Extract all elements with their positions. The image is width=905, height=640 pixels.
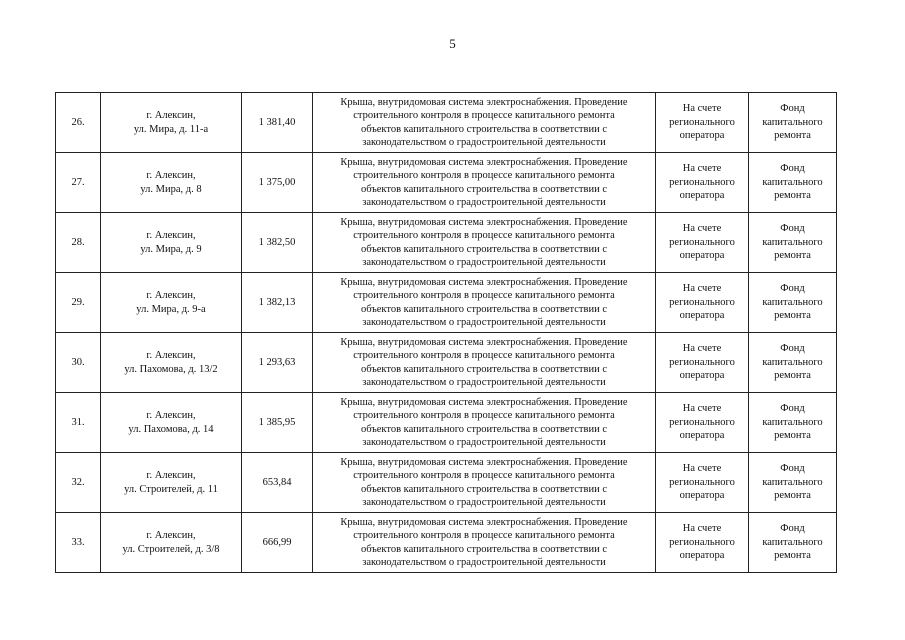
account-owner-cell <box>656 273 749 333</box>
address-city: г. Алексин, <box>146 530 196 541</box>
work-description-line: объектов капитального строительства в соответствии с <box>361 243 607 255</box>
funding-source-cell <box>749 153 837 213</box>
account-owner-line: регионального <box>669 176 735 188</box>
row-number: 32. <box>71 476 85 488</box>
account-owner-line: На счете <box>682 223 722 235</box>
work-description-line: объектов капитального строительства в соответствии с <box>361 423 607 435</box>
account-owner-line: оператора <box>679 370 725 382</box>
funding-source-line: ремонта <box>774 430 811 442</box>
work-description-line: объектов капитального строительства в соответствии с <box>361 483 607 495</box>
funding-source-line: Фонд <box>780 523 805 535</box>
account-owner-line: На счете <box>682 403 722 415</box>
funding-source-line: капитального <box>762 536 823 548</box>
account-owner-line: регионального <box>669 236 735 248</box>
work-description-line: строительного контроля в процессе капитального ремонта <box>353 110 615 121</box>
funding-source-line: капитального <box>762 116 823 128</box>
account-owner-line: На счете <box>682 103 722 115</box>
work-description-line: законодательством о градостроительной деятельности <box>362 257 606 268</box>
funding-source-line: капитального <box>762 296 823 308</box>
work-description-line: законодательством о градостроительной деятельности <box>362 137 606 148</box>
table-row <box>56 213 837 273</box>
work-description-line: объектов капитального строительства в соответствии с <box>361 543 607 555</box>
account-owner-line: На счете <box>682 283 722 295</box>
funding-source-line: Фонд <box>780 163 805 175</box>
work-description-line: Крыша, внутридомовая система электроснабжения. Проведение <box>340 456 628 468</box>
row-number: 28. <box>71 236 85 248</box>
table-row <box>56 393 837 453</box>
table-row <box>56 273 837 333</box>
row-number: 31. <box>71 416 85 428</box>
address-cell <box>101 153 242 213</box>
funding-source-line: Фонд <box>780 283 805 295</box>
work-description-line: законодательством о градостроительной деятельности <box>362 497 606 508</box>
area-value: 1 382,50 <box>258 236 296 248</box>
funding-source-line: ремонта <box>774 190 811 202</box>
address-street: ул. Пахомова, д. 14 <box>128 423 214 435</box>
address-cell <box>101 213 242 273</box>
table-row <box>56 333 837 393</box>
account-owner-line: оператора <box>679 190 725 202</box>
work-description-cell <box>313 273 656 333</box>
address-cell <box>101 333 242 393</box>
funding-source-line: капитального <box>762 416 823 428</box>
work-description-line: Крыша, внутридомовая система электроснабжения. Проведение <box>340 396 628 408</box>
account-owner-line: оператора <box>679 250 725 262</box>
work-description-line: объектов капитального строительства в соответствии с <box>361 363 607 375</box>
account-owner-line: регионального <box>669 356 735 368</box>
area-cell <box>242 393 313 453</box>
funding-source-line: ремонта <box>774 250 811 262</box>
address-street: ул. Мира, д. 8 <box>140 183 202 195</box>
address-cell <box>101 273 242 333</box>
work-description-line: Крыша, внутридомовая система электроснабжения. Проведение <box>340 516 628 528</box>
area-cell <box>242 333 313 393</box>
row-number: 29. <box>71 296 85 308</box>
funding-source-line: Фонд <box>780 223 805 235</box>
work-description-cell <box>313 513 656 573</box>
area-value: 1 382,13 <box>258 296 296 308</box>
funding-source-cell <box>749 393 837 453</box>
account-owner-cell <box>656 333 749 393</box>
funding-source-line: Фонд <box>780 463 805 475</box>
address-city: г. Алексин, <box>146 410 196 421</box>
work-description-line: строительного контроля в процессе капитального ремонта <box>353 170 615 181</box>
work-description-cell <box>313 453 656 513</box>
work-description-cell <box>313 393 656 453</box>
account-owner-line: оператора <box>679 550 725 562</box>
account-owner-line: На счете <box>682 523 722 535</box>
row-number-cell <box>56 213 101 273</box>
row-number-cell <box>56 453 101 513</box>
funding-source-cell <box>749 273 837 333</box>
account-owner-line: На счете <box>682 343 722 355</box>
row-number-cell <box>56 393 101 453</box>
funding-source-line: Фонд <box>780 403 805 415</box>
funding-source-line: капитального <box>762 356 823 368</box>
account-owner-line: регионального <box>669 476 735 488</box>
work-description-cell <box>313 153 656 213</box>
work-description-line: законодательством о градостроительной деятельности <box>362 197 606 208</box>
work-description-line: строительного контроля в процессе капитального ремонта <box>353 230 615 241</box>
row-number: 26. <box>71 116 85 128</box>
account-owner-cell <box>656 93 749 153</box>
row-number-cell <box>56 513 101 573</box>
work-description-line: строительного контроля в процессе капитального ремонта <box>353 290 615 301</box>
address-street: ул. Мира, д. 9-а <box>136 303 206 315</box>
account-owner-line: оператора <box>679 310 725 322</box>
area-cell <box>242 273 313 333</box>
account-owner-line: оператора <box>679 130 725 142</box>
address-city: г. Алексин, <box>146 170 196 181</box>
funding-source-line: ремонта <box>774 490 811 502</box>
work-description-line: строительного контроля в процессе капитального ремонта <box>353 530 615 541</box>
account-owner-line: оператора <box>679 490 725 502</box>
funding-source-line: Фонд <box>780 343 805 355</box>
work-description-line: объектов капитального строительства в соответствии с <box>361 303 607 315</box>
row-number-cell <box>56 93 101 153</box>
account-owner-cell <box>656 513 749 573</box>
funding-source-cell <box>749 213 837 273</box>
row-number-cell <box>56 153 101 213</box>
account-owner-cell <box>656 153 749 213</box>
work-description-line: строительного контроля в процессе капитального ремонта <box>353 350 615 361</box>
address-cell <box>101 393 242 453</box>
work-description-line: Крыша, внутридомовая система электроснабжения. Проведение <box>340 276 628 288</box>
address-city: г. Алексин, <box>146 230 196 241</box>
address-city: г. Алексин, <box>146 290 196 301</box>
funding-source-cell <box>749 513 837 573</box>
work-description-line: законодательством о градостроительной деятельности <box>362 317 606 328</box>
work-description-line: законодательством о градостроительной деятельности <box>362 557 606 568</box>
funding-source-line: капитального <box>762 476 823 488</box>
area-cell <box>242 453 313 513</box>
funding-source-cell <box>749 333 837 393</box>
funding-source-line: ремонта <box>774 370 811 382</box>
address-street: ул. Строителей, д. 11 <box>124 483 218 495</box>
table-row <box>56 453 837 513</box>
work-description-line: Крыша, внутридомовая система электроснабжения. Проведение <box>340 336 628 348</box>
work-description-line: объектов капитального строительства в соответствии с <box>361 183 607 195</box>
account-owner-line: регионального <box>669 416 735 428</box>
row-number-cell <box>56 333 101 393</box>
funding-source-line: Фонд <box>780 103 805 115</box>
address-cell <box>101 513 242 573</box>
table-row <box>56 513 837 573</box>
work-description-line: законодательством о градостроительной деятельности <box>362 437 606 448</box>
row-number-cell <box>56 273 101 333</box>
funding-source-line: ремонта <box>774 310 811 322</box>
funding-source-line: ремонта <box>774 550 811 562</box>
funding-source-line: капитального <box>762 236 823 248</box>
address-street: ул. Строителей, д. 3/8 <box>122 543 220 555</box>
area-value: 1 293,63 <box>258 356 296 368</box>
account-owner-line: регионального <box>669 116 735 128</box>
work-description-line: объектов капитального строительства в соответствии с <box>361 123 607 135</box>
page-number: 5 <box>449 36 456 51</box>
funding-source-cell <box>749 453 837 513</box>
address-city: г. Алексин, <box>146 110 196 121</box>
area-cell <box>242 93 313 153</box>
work-description-line: законодательством о градостроительной деятельности <box>362 377 606 388</box>
work-description-line: Крыша, внутридомовая система электроснабжения. Проведение <box>340 216 628 228</box>
funding-source-cell <box>749 93 837 153</box>
work-description-cell <box>313 93 656 153</box>
address-street: ул. Пахомова, д. 13/2 <box>124 363 218 375</box>
row-number: 33. <box>71 536 85 548</box>
account-owner-cell <box>656 213 749 273</box>
repair-table <box>55 92 837 573</box>
address-city: г. Алексин, <box>146 350 196 361</box>
area-value: 1 381,40 <box>258 116 296 128</box>
work-description-cell <box>313 333 656 393</box>
address-cell <box>101 453 242 513</box>
work-description-line: строительного контроля в процессе капитального ремонта <box>353 470 615 481</box>
repair-table-body <box>56 93 837 573</box>
funding-source-line: капитального <box>762 176 823 188</box>
row-number: 27. <box>71 176 85 188</box>
area-cell <box>242 513 313 573</box>
account-owner-line: оператора <box>679 430 725 442</box>
area-cell <box>242 153 313 213</box>
area-value: 1 385,95 <box>258 416 296 428</box>
area-value: 666,99 <box>262 536 292 548</box>
work-description-line: Крыша, внутридомовая система электроснабжения. Проведение <box>340 96 628 108</box>
address-street: ул. Мира, д. 9 <box>140 243 202 255</box>
area-value: 653,84 <box>262 476 292 488</box>
address-street: ул. Мира, д. 11-а <box>133 123 209 135</box>
work-description-line: Крыша, внутридомовая система электроснабжения. Проведение <box>340 156 628 168</box>
row-number: 30. <box>71 356 85 368</box>
work-description-line: строительного контроля в процессе капитального ремонта <box>353 410 615 421</box>
area-value: 1 375,00 <box>258 176 296 188</box>
account-owner-line: регионального <box>669 296 735 308</box>
account-owner-line: регионального <box>669 536 735 548</box>
area-cell <box>242 213 313 273</box>
work-description-cell <box>313 213 656 273</box>
funding-source-line: ремонта <box>774 130 811 142</box>
address-cell <box>101 93 242 153</box>
table-row <box>56 153 837 213</box>
address-city: г. Алексин, <box>146 470 196 481</box>
account-owner-line: На счете <box>682 463 722 475</box>
account-owner-line: На счете <box>682 163 722 175</box>
account-owner-cell <box>656 453 749 513</box>
account-owner-cell <box>656 393 749 453</box>
table-row <box>56 93 837 153</box>
